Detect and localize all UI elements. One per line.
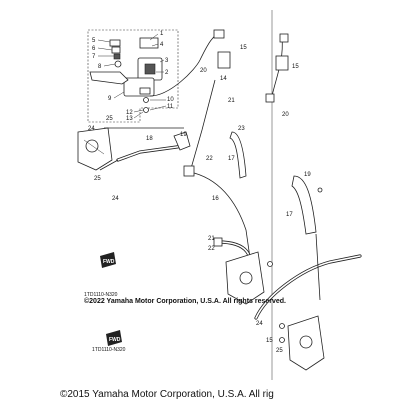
piston-part-b xyxy=(112,47,120,53)
bolt-right-b xyxy=(280,338,285,343)
switch-small xyxy=(140,88,150,94)
callout-25b: 25 xyxy=(94,176,101,182)
ref-code-a: 1TD1110-N320 xyxy=(84,292,118,298)
callout-15b: 15 xyxy=(292,64,299,70)
leader-8 xyxy=(104,64,115,66)
bolt-b xyxy=(144,108,149,113)
callout-20b: 20 xyxy=(282,112,289,118)
hose-protector-left xyxy=(230,132,246,178)
callout-7: 7 xyxy=(92,54,96,60)
callout-19: 19 xyxy=(180,132,187,138)
callout-22: 22 xyxy=(206,156,213,162)
callout-22b: 22 xyxy=(208,246,215,252)
bleeder-right xyxy=(318,188,322,192)
callout-24b: 24 xyxy=(112,196,119,202)
callout-25: 25 xyxy=(106,116,113,122)
piston-seal xyxy=(114,54,120,59)
hose-bracket-upper xyxy=(218,52,230,68)
banjo-lower xyxy=(214,238,222,246)
brake-lever xyxy=(90,72,128,84)
callout-11: 11 xyxy=(167,104,174,110)
caliper-left xyxy=(78,128,112,170)
bolt-a xyxy=(144,98,149,103)
callout-19b: 19 xyxy=(304,172,311,178)
callout-23: 23 xyxy=(238,126,245,132)
fwd-arrow-upper xyxy=(100,252,116,268)
callout-15c: 15 xyxy=(266,338,273,344)
master-cylinder-group xyxy=(88,30,178,122)
caliper-piston-lower xyxy=(240,272,252,284)
hose-bracket-right xyxy=(276,56,288,70)
callout-5: 5 xyxy=(92,38,96,44)
callout-8: 8 xyxy=(98,64,102,70)
callout-1: 1 xyxy=(160,31,164,37)
ref-code-b: 1TD1110-N320 xyxy=(92,347,126,353)
fwd-label-upper: FWD xyxy=(103,259,115,265)
piston-part-a xyxy=(110,40,120,46)
callout-21b: 21 xyxy=(208,236,215,242)
joint-block xyxy=(184,166,194,176)
callout-10: 10 xyxy=(167,97,174,103)
banjo-right-upper xyxy=(280,34,288,42)
callout-25c: 25 xyxy=(276,348,283,354)
fwd-label-lower: FWD xyxy=(109,337,121,343)
leader-13 xyxy=(134,112,143,118)
leader-9 xyxy=(114,92,124,98)
reservoir-cap xyxy=(140,38,158,48)
banjo-upper xyxy=(214,30,224,38)
caliper-piston-left xyxy=(86,140,98,152)
banjo-right-mid xyxy=(266,94,274,102)
callout-9: 9 xyxy=(108,96,112,102)
callout-3: 3 xyxy=(165,58,169,64)
reservoir-window xyxy=(145,64,155,74)
callout-6: 6 xyxy=(92,46,96,52)
leader-6 xyxy=(98,48,112,50)
callout-18: 18 xyxy=(146,136,153,142)
brake-hoses-left xyxy=(100,30,251,270)
copyright-2015: ©2015 Yamaha Motor Corporation, U.S.A. All rig xyxy=(60,389,274,400)
callout-24c: 24 xyxy=(256,321,263,327)
callout-17: 17 xyxy=(228,156,235,162)
callout-14: 14 xyxy=(220,76,227,82)
leader-12 xyxy=(134,110,143,112)
callout-16: 16 xyxy=(212,196,219,202)
callout-24: 24 xyxy=(88,126,95,132)
right-page-assembly xyxy=(256,34,360,370)
bolt-right-a xyxy=(280,324,285,329)
callout-15: 15 xyxy=(240,45,247,51)
callout-12: 12 xyxy=(126,110,133,116)
callout-20: 20 xyxy=(200,68,207,74)
copyright-2022: ©2022 Yamaha Motor Corporation, U.S.A. All rights reserved. xyxy=(84,298,286,305)
callout-17b: 17 xyxy=(286,212,293,218)
callout-2: 2 xyxy=(165,70,169,76)
spring xyxy=(115,61,121,67)
caliper-piston-right xyxy=(300,336,312,348)
leader-5 xyxy=(98,40,110,42)
bleeder-lower xyxy=(268,262,273,267)
callout-21: 21 xyxy=(228,98,235,104)
hose-protector-right xyxy=(292,176,316,234)
fwd-arrow-lower xyxy=(106,330,122,346)
callout-13: 13 xyxy=(126,116,133,122)
callout-4: 4 xyxy=(160,42,164,48)
